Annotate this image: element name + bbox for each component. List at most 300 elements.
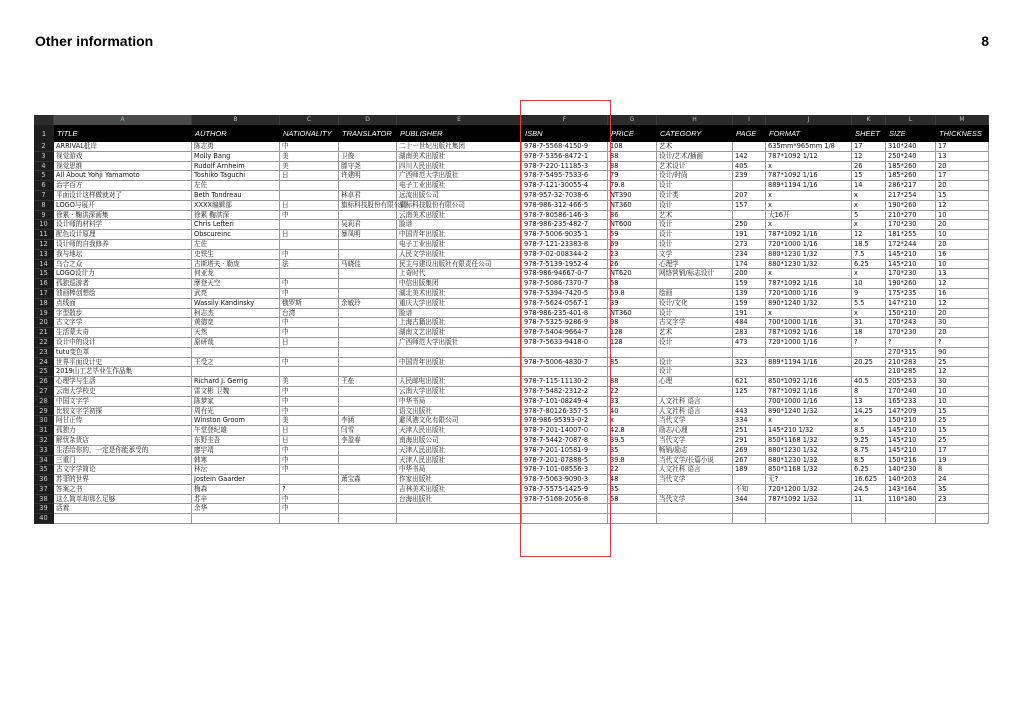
cell-author[interactable]: 王受之: [192, 358, 280, 368]
cell-category[interactable]: 设计/时尚: [657, 171, 733, 181]
cell-nationality[interactable]: 中: [280, 142, 339, 152]
cell-price[interactable]: 59.8: [608, 289, 657, 299]
row-number[interactable]: 13: [34, 250, 54, 260]
table-row[interactable]: [34, 152, 989, 162]
cell-publisher[interactable]: 湖北美术出版社: [397, 289, 522, 299]
table-row[interactable]: [34, 279, 989, 289]
cell-sheet[interactable]: 15: [852, 171, 886, 181]
cell-format[interactable]: 720*1000 1/16: [766, 240, 852, 250]
cell-sheet[interactable]: 10: [852, 279, 886, 289]
cell-price[interactable]: 88: [608, 377, 657, 387]
cell-category[interactable]: 人文社科 语言: [657, 407, 733, 417]
cell-author[interactable]: [192, 348, 280, 358]
cell-price[interactable]: NT360: [608, 309, 657, 319]
cell-title[interactable]: 孤独巡游者: [54, 279, 192, 289]
cell-publisher[interactable]: 云南大学出版社: [397, 387, 522, 397]
cell-sheet[interactable]: x: [852, 416, 886, 426]
cell-size[interactable]: 185*260: [886, 171, 936, 181]
table-row[interactable]: [34, 338, 989, 348]
cell-category[interactable]: 绘画: [657, 289, 733, 299]
cell-title[interactable]: ARRIVAL抵岸: [54, 142, 192, 152]
cell-format[interactable]: x: [766, 416, 852, 426]
cell-isbn[interactable]: 978-7-02-008344-2: [522, 250, 608, 260]
cell-author[interactable]: 廖宇靖: [192, 446, 280, 456]
cell-size[interactable]: [886, 504, 936, 514]
row-number[interactable]: 32: [34, 436, 54, 446]
cell-publisher[interactable]: 广西师范大学出版社: [397, 171, 522, 181]
row-number[interactable]: 27: [34, 387, 54, 397]
cell-sheet[interactable]: 11: [852, 495, 886, 505]
cell-thickness[interactable]: 25: [936, 416, 989, 426]
column-header-category[interactable]: CATEGORY: [660, 129, 702, 138]
cell-isbn[interactable]: 978-7-5568-4150-9: [522, 142, 608, 152]
cell-sheet[interactable]: 8: [852, 387, 886, 397]
table-row[interactable]: [34, 407, 989, 417]
cell-author[interactable]: Winston Groom: [192, 416, 280, 426]
cell-format[interactable]: 850*1168 1/32: [766, 465, 852, 475]
cell-author[interactable]: Jostein Gaarder: [192, 475, 280, 485]
cell-format[interactable]: 787*1092 1/16: [766, 171, 852, 181]
cell-sheet[interactable]: 20.25: [852, 358, 886, 368]
cell-author[interactable]: Richard J. Gerrig: [192, 377, 280, 387]
cell-sheet[interactable]: x: [852, 309, 886, 319]
cell-price[interactable]: 39.5: [608, 436, 657, 446]
cell-format[interactable]: x: [766, 309, 852, 319]
column-header-format[interactable]: FORMAT: [769, 129, 801, 138]
cell-thickness[interactable]: 16: [936, 289, 989, 299]
cell-nationality[interactable]: 美: [280, 377, 339, 387]
cell-author[interactable]: Beth Tondreau: [192, 191, 280, 201]
row-number[interactable]: 25: [34, 367, 54, 377]
cell-format[interactable]: x: [766, 201, 852, 211]
cell-price[interactable]: [608, 504, 657, 514]
cell-category[interactable]: 艺术: [657, 328, 733, 338]
cell-title[interactable]: 三重门: [54, 456, 192, 466]
cell-category[interactable]: 艺术: [657, 211, 733, 221]
cell-author[interactable]: Rudolf Arnheim: [192, 162, 280, 172]
cell-price[interactable]: 42.8: [608, 426, 657, 436]
cell-sheet[interactable]: 14.25: [852, 407, 886, 417]
cell-thickness[interactable]: 10: [936, 397, 989, 407]
cell-translator[interactable]: 余敏玲: [339, 299, 397, 309]
column-header-size[interactable]: SIZE: [889, 129, 906, 138]
row-number[interactable]: 2: [34, 142, 54, 152]
cell-title[interactable]: tutu变色革: [54, 348, 192, 358]
cell-price[interactable]: 35: [608, 485, 657, 495]
cell-title[interactable]: 设计中的设计: [54, 338, 192, 348]
column-letter-k[interactable]: K: [852, 115, 886, 125]
table-row[interactable]: [34, 211, 989, 221]
cell-author[interactable]: 午堂登纪雄: [192, 426, 280, 436]
column-letter-c[interactable]: C: [280, 115, 339, 125]
cell-isbn[interactable]: 978-7-5006-9035-1: [522, 230, 608, 240]
cell-sheet[interactable]: ?: [852, 338, 886, 348]
table-row[interactable]: [34, 436, 989, 446]
cell-translator[interactable]: 林卓君: [339, 191, 397, 201]
cell-size[interactable]: 147*209: [886, 407, 936, 417]
cell-thickness[interactable]: 15: [936, 426, 989, 436]
cell-format[interactable]: 850*1168 1/32: [766, 436, 852, 446]
row-number[interactable]: 5: [34, 171, 54, 181]
cell-page[interactable]: 283: [733, 328, 766, 338]
row-number[interactable]: 6: [34, 181, 54, 191]
cell-isbn[interactable]: 978-7-5575-1425-9: [522, 485, 608, 495]
cell-thickness[interactable]: 17: [936, 446, 989, 456]
cell-size[interactable]: 145*210: [886, 436, 936, 446]
cell-nationality[interactable]: 中: [280, 495, 339, 505]
cell-publisher[interactable]: 作家出版社: [397, 475, 522, 485]
cell-sheet[interactable]: 31: [852, 318, 886, 328]
cell-page[interactable]: [733, 514, 766, 524]
row-number[interactable]: 10: [34, 220, 54, 230]
column-header-price[interactable]: PRICE: [611, 129, 634, 138]
cell-thickness[interactable]: 16: [936, 250, 989, 260]
cell-author[interactable]: 周有光: [192, 407, 280, 417]
row-number[interactable]: 7: [34, 191, 54, 201]
cell-format[interactable]: 787*1092 1/16: [766, 328, 852, 338]
cell-nationality[interactable]: ?: [280, 485, 339, 495]
column-header-translator[interactable]: TRANSLATOR: [342, 129, 392, 138]
cell-price[interactable]: [608, 514, 657, 524]
cell-nationality[interactable]: [280, 191, 339, 201]
cell-translator[interactable]: [339, 485, 397, 495]
cell-price[interactable]: 108: [608, 142, 657, 152]
cell-size[interactable]: 150*216: [886, 456, 936, 466]
cell-thickness[interactable]: 12: [936, 299, 989, 309]
cell-author[interactable]: 林沄: [192, 465, 280, 475]
cell-author[interactable]: 雷文彬 卫魏: [192, 387, 280, 397]
cell-title[interactable]: 心理学与生活: [54, 377, 192, 387]
cell-isbn[interactable]: 978-7-5442-7087-8: [522, 436, 608, 446]
cell-isbn[interactable]: [522, 348, 608, 358]
cell-thickness[interactable]: 25: [936, 358, 989, 368]
cell-translator[interactable]: 马晓佳: [339, 260, 397, 270]
cell-author[interactable]: 韩寒: [192, 456, 280, 466]
row-number[interactable]: 8: [34, 201, 54, 211]
cell-thickness[interactable]: 20: [936, 309, 989, 319]
cell-title[interactable]: 治字百方: [54, 181, 192, 191]
cell-category[interactable]: 设计: [657, 181, 733, 191]
cell-translator[interactable]: [339, 142, 397, 152]
cell-category[interactable]: [657, 387, 733, 397]
cell-author[interactable]: Toshiko Taguchi: [192, 171, 280, 181]
cell-nationality[interactable]: 中: [280, 318, 339, 328]
cell-page[interactable]: [733, 397, 766, 407]
column-letter-h[interactable]: H: [657, 115, 733, 125]
cell-isbn[interactable]: 978-7-5356-8472-1: [522, 152, 608, 162]
cell-format[interactable]: 850*1092 1/16: [766, 377, 852, 387]
cell-translator[interactable]: [339, 514, 397, 524]
cell-category[interactable]: 当代文学: [657, 436, 733, 446]
cell-size[interactable]: 181*255: [886, 230, 936, 240]
cell-thickness[interactable]: 20: [936, 162, 989, 172]
cell-size[interactable]: 270*315: [886, 348, 936, 358]
cell-price[interactable]: 79: [608, 171, 657, 181]
cell-publisher[interactable]: 人民邮电出版社: [397, 377, 522, 387]
cell-isbn[interactable]: 978-7-115-11130-2: [522, 377, 608, 387]
cell-translator[interactable]: 李盈春: [339, 436, 397, 446]
cell-translator[interactable]: [339, 250, 397, 260]
cell-nationality[interactable]: 中: [280, 328, 339, 338]
cell-price[interactable]: 58: [608, 279, 657, 289]
cell-title[interactable]: 这么简单却那么足够: [54, 495, 192, 505]
cell-format[interactable]: 880*1230 1/32: [766, 250, 852, 260]
cell-title[interactable]: 油画棒创想绘: [54, 289, 192, 299]
cell-isbn[interactable]: 978-7-5139-1952-4: [522, 260, 608, 270]
cell-title[interactable]: LOGO与展开: [54, 201, 192, 211]
row-number[interactable]: 4: [34, 162, 54, 172]
cell-category[interactable]: 设计: [657, 220, 733, 230]
cell-page[interactable]: 159: [733, 299, 766, 309]
table-row[interactable]: [34, 367, 989, 377]
cell-sheet[interactable]: [852, 348, 886, 358]
cell-nationality[interactable]: [280, 475, 339, 485]
column-header-title[interactable]: TITLE: [57, 129, 78, 138]
cell-translator[interactable]: 旗标科技股份有限公司: [341, 200, 407, 209]
cell-sheet[interactable]: 40.5: [852, 377, 886, 387]
cell-price[interactable]: 86: [608, 211, 657, 221]
cell-translator[interactable]: [339, 211, 397, 221]
cell-isbn[interactable]: 978-957-32-7038-6: [522, 191, 608, 201]
cell-title[interactable]: 生活蒙太奇: [54, 328, 192, 338]
cell-sheet[interactable]: 9: [852, 289, 886, 299]
cell-translator[interactable]: [339, 504, 397, 514]
cell-nationality[interactable]: 中: [280, 211, 339, 221]
cell-publisher[interactable]: 湖南文艺出版社: [397, 328, 522, 338]
cell-title[interactable]: 阿甘正传: [54, 416, 192, 426]
cell-nationality[interactable]: 美: [280, 162, 339, 172]
cell-title[interactable]: 我与地坛: [54, 250, 192, 260]
cell-translator[interactable]: [339, 289, 397, 299]
table-row[interactable]: [34, 328, 989, 338]
cell-nationality[interactable]: 法: [280, 260, 339, 270]
column-letter-m[interactable]: M: [936, 115, 989, 125]
cell-publisher[interactable]: 中信出版集团: [397, 279, 522, 289]
cell-price[interactable]: 23: [608, 250, 657, 260]
cell-title[interactable]: 视觉思维: [54, 162, 192, 172]
column-header-thickness[interactable]: THICKNESS: [939, 129, 982, 138]
row-number[interactable]: 40: [34, 514, 54, 524]
cell-publisher[interactable]: [397, 514, 522, 524]
cell-translator[interactable]: [339, 456, 397, 466]
cell-sheet[interactable]: 12: [852, 230, 886, 240]
cell-page[interactable]: 200: [733, 269, 766, 279]
row-number[interactable]: 19: [34, 309, 54, 319]
cell-size[interactable]: 140*230: [886, 465, 936, 475]
cell-price[interactable]: 48: [608, 475, 657, 485]
row-number[interactable]: 29: [34, 407, 54, 417]
cell-nationality[interactable]: [280, 220, 339, 230]
cell-size[interactable]: 140*203: [886, 475, 936, 485]
cell-thickness[interactable]: 90: [936, 348, 989, 358]
cell-size[interactable]: 147*210: [886, 299, 936, 309]
cell-sheet[interactable]: x: [852, 220, 886, 230]
cell-category[interactable]: 设计: [657, 309, 733, 319]
cell-title[interactable]: LOGO设计力: [54, 269, 192, 279]
table-row[interactable]: [34, 181, 989, 191]
cell-page[interactable]: 334: [733, 416, 766, 426]
cell-author[interactable]: 柯志杰: [192, 309, 280, 319]
cell-page[interactable]: [733, 475, 766, 485]
cell-size[interactable]: 145*210: [886, 260, 936, 270]
cell-size[interactable]: 170*243: [886, 318, 936, 328]
cell-translator[interactable]: [339, 269, 397, 279]
cell-format[interactable]: 700*1000 1/16: [766, 318, 852, 328]
cell-publisher[interactable]: [397, 367, 522, 377]
row-number[interactable]: 18: [34, 299, 54, 309]
cell-nationality[interactable]: 中: [280, 446, 339, 456]
cell-author[interactable]: Obscureinc: [192, 230, 280, 240]
cell-nationality[interactable]: 日: [280, 201, 339, 211]
cell-nationality[interactable]: 台湾: [280, 309, 339, 319]
cell-sheet[interactable]: 12: [852, 152, 886, 162]
cell-publisher[interactable]: 电子工业出版社: [397, 240, 522, 250]
column-letter-j[interactable]: J: [766, 115, 852, 125]
cell-format[interactable]: 635mm*965mm 1/8: [766, 142, 852, 152]
cell-author[interactable]: [192, 514, 280, 524]
cell-isbn[interactable]: 978-7-101-08249-4: [522, 397, 608, 407]
cell-category[interactable]: 古文字学: [657, 318, 733, 328]
cell-translator[interactable]: [339, 338, 397, 348]
cell-format[interactable]: x: [766, 269, 852, 279]
cell-publisher[interactable]: 中华书局: [397, 465, 522, 475]
table-row[interactable]: [34, 289, 989, 299]
table-row[interactable]: [34, 504, 989, 514]
cell-thickness[interactable]: ?: [936, 338, 989, 348]
column-header-isbn[interactable]: ISBN: [525, 129, 543, 138]
cell-translator[interactable]: [339, 309, 397, 319]
cell-title[interactable]: 云南大学校史: [54, 387, 192, 397]
cell-sheet[interactable]: 5.5: [852, 299, 886, 309]
cell-price[interactable]: 58: [608, 495, 657, 505]
cell-category[interactable]: 当代文学/长篇小说: [657, 456, 733, 466]
cell-thickness[interactable]: 12: [936, 367, 989, 377]
column-header-page[interactable]: PAGE: [736, 129, 757, 138]
cell-isbn[interactable]: 978-7-5482-2312-2: [522, 387, 608, 397]
cell-nationality[interactable]: 中: [280, 387, 339, 397]
table-row[interactable]: [34, 514, 989, 524]
cell-publisher[interactable]: 湖南美术出版社: [397, 152, 522, 162]
cell-nationality[interactable]: 日: [280, 230, 339, 240]
cell-sheet[interactable]: [852, 504, 886, 514]
table-row[interactable]: [34, 377, 989, 387]
cell-translator[interactable]: [339, 240, 397, 250]
cell-nationality[interactable]: 日: [280, 436, 339, 446]
cell-isbn[interactable]: 978-7-5006-4830-7: [522, 358, 608, 368]
cell-page[interactable]: 不知: [733, 485, 766, 495]
cell-price[interactable]: 39: [608, 299, 657, 309]
cell-size[interactable]: [886, 514, 936, 524]
cell-page[interactable]: [733, 367, 766, 377]
cell-category[interactable]: 设计: [657, 240, 733, 250]
cell-sheet[interactable]: 8.5: [852, 426, 886, 436]
cell-category[interactable]: 设计/艺术/插画: [657, 152, 733, 162]
cell-category[interactable]: [657, 279, 733, 289]
cell-publisher[interactable]: 云南美术出版社: [397, 211, 522, 221]
column-letter-e[interactable]: E: [397, 115, 522, 125]
cell-thickness[interactable]: 15: [936, 191, 989, 201]
cell-size[interactable]: 150*210: [886, 309, 936, 319]
cell-author[interactable]: XXXX编辑部: [192, 201, 280, 211]
cell-price[interactable]: 26: [608, 260, 657, 270]
cell-author[interactable]: 摩登天空: [192, 279, 280, 289]
cell-nationality[interactable]: 美: [280, 416, 339, 426]
table-row[interactable]: [34, 250, 989, 260]
cell-publisher[interactable]: 二十一世纪出版社集团: [397, 142, 522, 152]
cell-category[interactable]: 当代文学: [657, 416, 733, 426]
cell-translator[interactable]: [339, 181, 397, 191]
cell-page[interactable]: 239: [733, 171, 766, 181]
row-number[interactable]: 38: [34, 495, 54, 505]
cell-title[interactable]: 苏菲的世界: [54, 475, 192, 485]
row-number[interactable]: 21: [34, 328, 54, 338]
cell-format[interactable]: 787*1092 1/32: [766, 495, 852, 505]
cell-sheet[interactable]: [852, 514, 886, 524]
cell-nationality[interactable]: [280, 240, 339, 250]
table-row[interactable]: [34, 230, 989, 240]
cell-translator[interactable]: 李涵: [339, 416, 397, 426]
cell-format[interactable]: 787*1092 1/16: [766, 230, 852, 240]
cell-isbn[interactable]: [522, 514, 608, 524]
cell-page[interactable]: 142: [733, 152, 766, 162]
cell-format[interactable]: x: [766, 220, 852, 230]
column-letter-f[interactable]: F: [522, 115, 608, 125]
cell-author[interactable]: 左佐: [192, 240, 280, 250]
cell-sheet[interactable]: 6.25: [852, 465, 886, 475]
cell-size[interactable]: 145*210: [886, 250, 936, 260]
cell-translator[interactable]: [339, 387, 397, 397]
cell-sheet[interactable]: 6.25: [852, 260, 886, 270]
cell-category[interactable]: 设计/文化: [657, 299, 733, 309]
cell-price[interactable]: 22: [608, 465, 657, 475]
cell-page[interactable]: [733, 348, 766, 358]
cell-isbn[interactable]: 978-7-121-30055-4: [522, 181, 608, 191]
cell-isbn[interactable]: 978-7-201-10581-9: [522, 446, 608, 456]
cell-sheet[interactable]: 9.25: [852, 436, 886, 446]
row-number[interactable]: 11: [34, 230, 54, 240]
column-letter-b[interactable]: B: [192, 115, 280, 125]
cell-category[interactable]: 畅销/励志: [657, 446, 733, 456]
cell-title[interactable]: 设计师的自我修养: [54, 240, 192, 250]
cell-page[interactable]: 273: [733, 240, 766, 250]
table-row[interactable]: [34, 240, 989, 250]
cell-thickness[interactable]: [936, 504, 989, 514]
cell-page[interactable]: 234: [733, 250, 766, 260]
cell-sheet[interactable]: [852, 367, 886, 377]
cell-size[interactable]: 310*240: [886, 142, 936, 152]
table-row[interactable]: [34, 299, 989, 309]
table-row[interactable]: [34, 475, 989, 485]
row-number[interactable]: 39: [34, 504, 54, 514]
cell-thickness[interactable]: 35: [936, 485, 989, 495]
cell-isbn[interactable]: 978-7-5325-9286-9: [522, 318, 608, 328]
cell-nationality[interactable]: [280, 367, 339, 377]
cell-size[interactable]: ?: [886, 338, 936, 348]
cell-author[interactable]: Wassily Kandinsky: [192, 299, 280, 309]
cell-size[interactable]: 250*240: [886, 152, 936, 162]
cell-title[interactable]: 生活给你的，一定是你能承受的: [54, 446, 192, 456]
cell-category[interactable]: 人文社科 语言: [657, 397, 733, 407]
cell-page[interactable]: 174: [733, 260, 766, 270]
cell-publisher[interactable]: 天津人民出版社: [397, 426, 522, 436]
cell-publisher[interactable]: 重庆大学出版社: [397, 299, 522, 309]
cell-page[interactable]: [733, 142, 766, 152]
cell-format[interactable]: 787*1092 1/16: [766, 387, 852, 397]
cell-category[interactable]: [657, 485, 733, 495]
cell-page[interactable]: 443: [733, 407, 766, 417]
cell-price[interactable]: 40: [608, 407, 657, 417]
cell-sheet[interactable]: 16.625: [852, 475, 886, 485]
